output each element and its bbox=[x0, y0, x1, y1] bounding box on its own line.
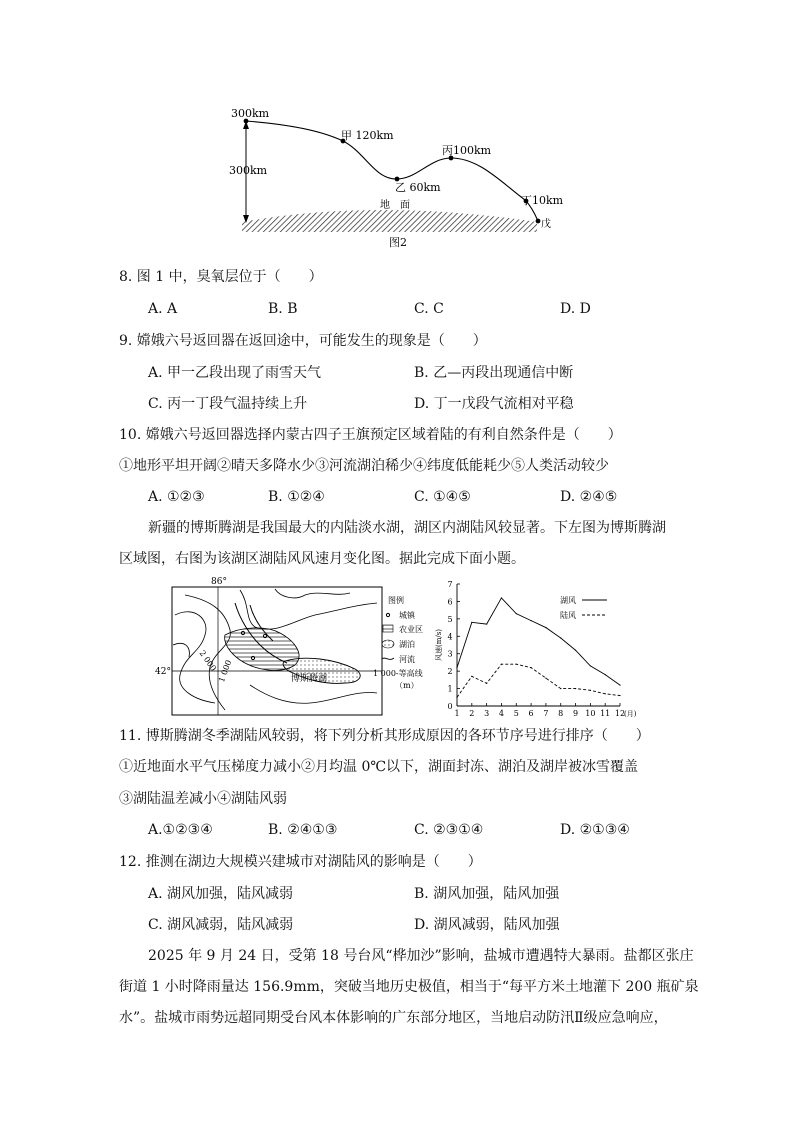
latitude-label: 42° bbox=[155, 667, 171, 677]
legend-contour: 1 000-等高线 bbox=[373, 669, 423, 678]
data-point bbox=[530, 620, 531, 621]
ground-hatch bbox=[242, 210, 537, 232]
final-line-3: 水”。盐城市雨势远超同期受台风本体影响的广东部分地区，当地启动防汛Ⅱ级应急响应， bbox=[119, 1010, 668, 1026]
q9-option-b[interactable]: B. 乙—丙段出现通信中断 bbox=[414, 365, 574, 381]
q11-items-1: ①近地面水平气压梯度力减小②月均温 0℃以下，湖面封冻、湖泊及湖岸被冰雪覆盖 bbox=[119, 759, 639, 775]
y-tick-label: 2 bbox=[447, 667, 453, 677]
intro-line-1: 新疆的博斯腾湖是我国最大的内陆淡水湖，湖区内湖陆风较显著。下左图为博斯腾湖 bbox=[148, 520, 666, 536]
data-point bbox=[575, 688, 576, 689]
q8-option-c[interactable]: C. C bbox=[414, 301, 444, 317]
data-point bbox=[605, 693, 606, 694]
q10-items: ①地形平坦开阔②晴天多降水少③河流湖泊稀少④纬度低能耗少⑤人类活动较少 bbox=[119, 458, 609, 474]
final-line-2: 街道 1 小时降雨量达 156.9mm，突破当地历史极值，相当于“每平方米土地灌下 200 瓶矿泉 bbox=[119, 979, 699, 995]
q9-option-c[interactable]: C. 丙一丁段气温持续上升 bbox=[148, 396, 308, 412]
data-point bbox=[575, 650, 576, 651]
q12-option-b[interactable]: B. 湖风加强，陆风加强 bbox=[414, 886, 560, 902]
legend-river: 河流 bbox=[399, 655, 415, 664]
x-tick-label: 1 bbox=[454, 709, 460, 718]
data-point bbox=[560, 637, 561, 638]
q10-option-d[interactable]: D. ②④⑤ bbox=[560, 489, 618, 505]
x-axis-label: (月) bbox=[624, 710, 637, 718]
legend-label-2: 陆风 bbox=[560, 611, 576, 620]
data-point bbox=[590, 665, 591, 666]
contour-2000-label: 2 000 bbox=[197, 648, 218, 673]
data-point bbox=[501, 664, 502, 665]
data-point bbox=[471, 622, 472, 623]
x-tick-label: 3 bbox=[484, 709, 490, 718]
data-point bbox=[560, 688, 561, 689]
data-point bbox=[530, 667, 531, 668]
bosten-lake-map bbox=[155, 575, 435, 720]
label-300km-side: 300km bbox=[229, 164, 268, 177]
y-tick-label: 4 bbox=[447, 632, 453, 642]
intro-line-2: 区域图，右图为该湖区湖陆风风速月变化图。据此完成下面小题。 bbox=[119, 551, 525, 567]
legend-lake: 湖泊 bbox=[399, 640, 415, 649]
q8-option-a[interactable]: A. A bbox=[148, 301, 178, 317]
x-tick-label: 11 bbox=[600, 709, 611, 718]
y-tick-label: 6 bbox=[447, 597, 453, 607]
q11-option-d[interactable]: D. ②①③④ bbox=[560, 822, 630, 838]
legend-town: 城镇 bbox=[399, 611, 415, 620]
figure-2-caption: 图2 bbox=[389, 236, 407, 249]
q9-option-d[interactable]: D. 丁一戊段气流相对平稳 bbox=[414, 396, 574, 412]
q10-stem: 10. 嫦娥六号返回器选择内蒙古四子王旗预定区域着陆的有利自然条件是（ ） bbox=[119, 427, 622, 443]
y-tick-label: 5 bbox=[447, 614, 453, 624]
label-bing: 丙100km bbox=[442, 144, 492, 157]
x-tick-label: 4 bbox=[498, 709, 505, 718]
legend-title: 图例 bbox=[388, 596, 404, 605]
data-point bbox=[471, 676, 472, 677]
q10-option-c[interactable]: C. ①④⑤ bbox=[414, 489, 471, 505]
x-tick-label: 10 bbox=[585, 709, 596, 718]
q9-stem: 9. 嫦娥六号返回器在返回途中，可能发生的现象是（ ） bbox=[119, 333, 487, 349]
x-tick-label: 12 bbox=[614, 709, 626, 718]
data-point bbox=[486, 683, 487, 684]
q10-option-a[interactable]: A. ①②③ bbox=[148, 489, 205, 505]
figure-2-trajectory bbox=[225, 100, 565, 255]
q8-option-d[interactable]: D. D bbox=[560, 301, 591, 317]
q11-option-a[interactable]: A.①②③④ bbox=[148, 822, 213, 838]
label-jia: 甲 120km bbox=[341, 129, 394, 142]
legend-label-1: 湖风 bbox=[560, 596, 576, 605]
q12-option-a[interactable]: A. 湖风加强，陆风减弱 bbox=[148, 886, 294, 902]
data-point bbox=[590, 690, 591, 691]
y-axis-label: 风速(m/s) bbox=[435, 628, 443, 662]
data-point bbox=[456, 697, 457, 698]
wind-speed-chart bbox=[435, 578, 650, 720]
final-line-1: 2025 年 9 月 24 日，受第 18 号台风“桦加沙”影响，盐城市遭遇特大暴雨。盐都区张庄 bbox=[148, 948, 694, 964]
x-tick-label: 9 bbox=[572, 709, 579, 718]
data-point bbox=[545, 627, 546, 628]
data-point bbox=[486, 623, 487, 624]
y-tick-label: 1 bbox=[447, 684, 453, 694]
x-tick-label: 6 bbox=[528, 709, 534, 718]
x-tick-label: 8 bbox=[558, 709, 564, 718]
q12-option-c[interactable]: C. 湖风减弱，陆风减弱 bbox=[148, 917, 294, 933]
q9-option-a[interactable]: A. 甲一乙段出现了雨雪天气 bbox=[148, 365, 322, 381]
x-tick-label: 5 bbox=[513, 709, 519, 718]
data-point bbox=[545, 678, 546, 679]
legend-farm: 农业区 bbox=[399, 625, 423, 634]
lake-label: 博斯腾湖 bbox=[291, 674, 328, 684]
q11-stem: 11. 博斯腾湖冬季湖陆风较弱，将下列分析其形成原因的各环节序号进行排序（ ） bbox=[119, 728, 650, 744]
q8-stem: 8. 图 1 中，臭氧层位于（ ） bbox=[119, 269, 323, 285]
q12-stem: 12. 推测在湖边大规模兴建城市对湖陆风的影响是（ ） bbox=[119, 854, 482, 870]
data-point bbox=[605, 674, 606, 675]
data-point bbox=[501, 597, 502, 598]
data-point bbox=[619, 684, 620, 685]
legend-unit: （m） bbox=[395, 681, 419, 690]
data-point bbox=[456, 667, 457, 668]
label-ding: 丁10km bbox=[521, 194, 564, 207]
x-tick-label: 2 bbox=[469, 709, 475, 718]
x-tick-label: 7 bbox=[543, 709, 549, 718]
q10-option-b[interactable]: B. ①②④ bbox=[268, 489, 325, 505]
label-wu: 戊 bbox=[541, 219, 551, 230]
q11-option-c[interactable]: C. ②③①④ bbox=[414, 822, 484, 838]
q8-option-b[interactable]: B. B bbox=[268, 301, 298, 317]
data-point bbox=[516, 664, 517, 665]
q11-items-2: ③湖陆温差减小④湖陆风弱 bbox=[119, 791, 287, 807]
y-tick-label: 7 bbox=[447, 580, 453, 589]
label-ground: 地 面 bbox=[380, 200, 410, 211]
q12-option-d[interactable]: D. 湖风减弱，陆风加强 bbox=[414, 917, 560, 933]
q11-option-b[interactable]: B. ②④①③ bbox=[268, 822, 338, 838]
series-line-1 bbox=[457, 598, 620, 685]
y-tick-label: 3 bbox=[447, 649, 453, 659]
contour-1000-label: 1 000 bbox=[217, 658, 234, 684]
label-yi: 乙 60km bbox=[395, 181, 441, 194]
y-tick-label: 0 bbox=[447, 702, 453, 711]
data-point bbox=[619, 695, 620, 696]
data-point bbox=[516, 613, 517, 614]
label-300km-top: 300km bbox=[231, 107, 270, 120]
longitude-label: 86° bbox=[211, 577, 227, 587]
